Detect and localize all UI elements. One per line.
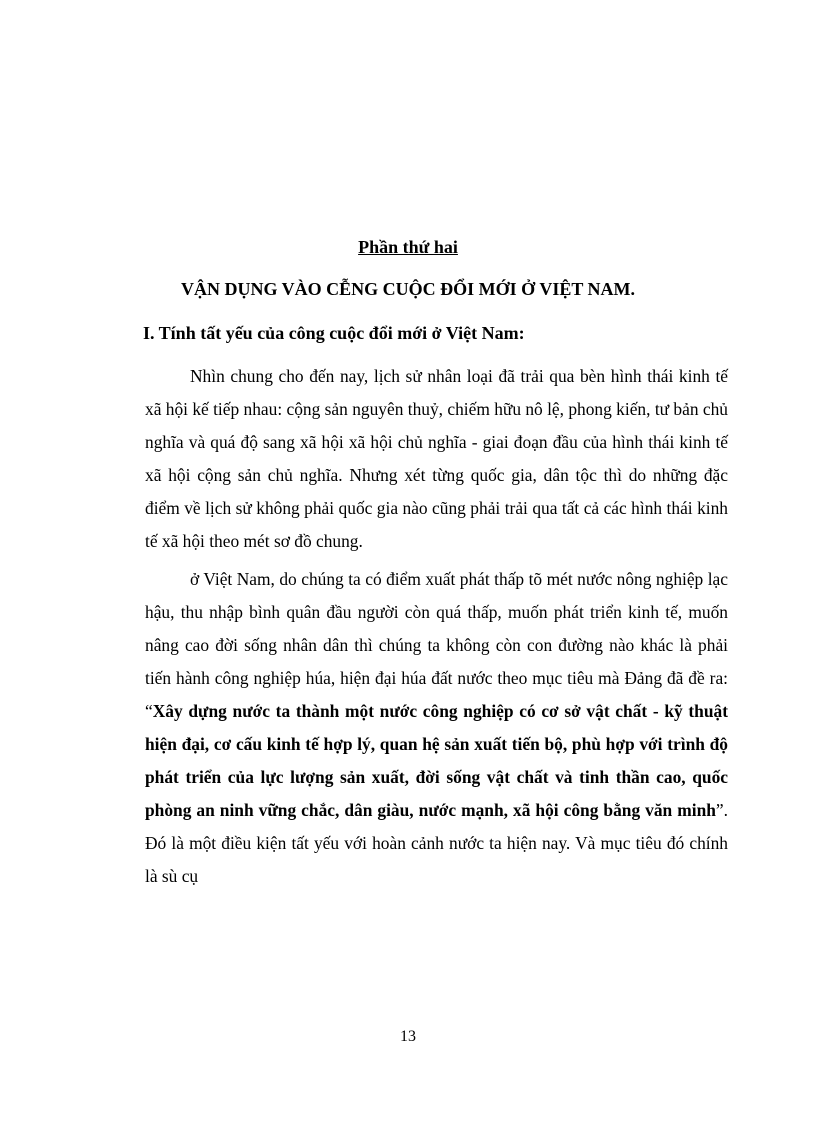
paragraph-history: Nhìn chung cho đến nay, lịch sử nhân loại đã trải qua bèn hình thái kinh tế xã hội kế tiếp nhau: cộng sản nguyên thuỷ, chiếm hữu nô lệ, phong kiến, tư bản chủ nghĩa và quá độ sang xã hội xã hội chủ nghĩa - giai đoạn đầu của hình thái kinh tế xã hội cộng sản chủ nghĩa. Nhưng xét từng quốc gia, dân tộc thì do những đặc điểm về lịch sử không phải quốc gia nào cũng phải trải qua tất cả các hình thái kinh tế xã hội theo mét sơ đồ chung. <box>145 366 728 551</box>
main-title: VẬN DỤNG VÀO CỄNG CUỘC ĐỔI MỚI Ở VIỆT NAM. <box>180 279 636 299</box>
paragraph-vietnam <box>145 563 728 893</box>
section-heading: I. Tính tất yếu của công cuộc đổi mới ở Việt Nam: <box>143 323 525 343</box>
page-number: 13 <box>400 1028 416 1045</box>
part-title: Phần thứ hai <box>358 237 458 257</box>
party-goal-quote: Xây dựng nước ta thành một nước công nghiệp có cơ sở vật chất - kỹ thuật hiện đại, cơ cấu kinh tế hợp lý, quan hệ sản xuất tiến bộ, phù hợp với trình độ phát triển của lực lượng sản xuất, đời sống vật chất và tinh thần cao, quốc phòng an ninh vững chắc, dân giàu, nước mạnh, xã hội công bằng văn minh <box>145 701 728 820</box>
paragraph-vietnam-outro: ”. Đó là một điều kiện tất yếu với hoàn cảnh nước ta hiện nay. Và mục tiêu đó chính là sù cụ <box>145 800 728 886</box>
paragraph-vietnam-intro: ở Việt Nam, do chúng ta có điểm xuất phát thấp tõ mét nước nông nghiệp lạc hậu, thu nhập bình quân đầu người còn quá thấp, muốn phát triển kinh tế, muốn nâng cao đời sống nhân dân thì chúng ta không còn con đường nào khác là phải tiến hành công nghiệp húa, hiện đại húa đất nước theo mục tiêu mà Đảng đã đề ra: “ <box>145 569 728 721</box>
